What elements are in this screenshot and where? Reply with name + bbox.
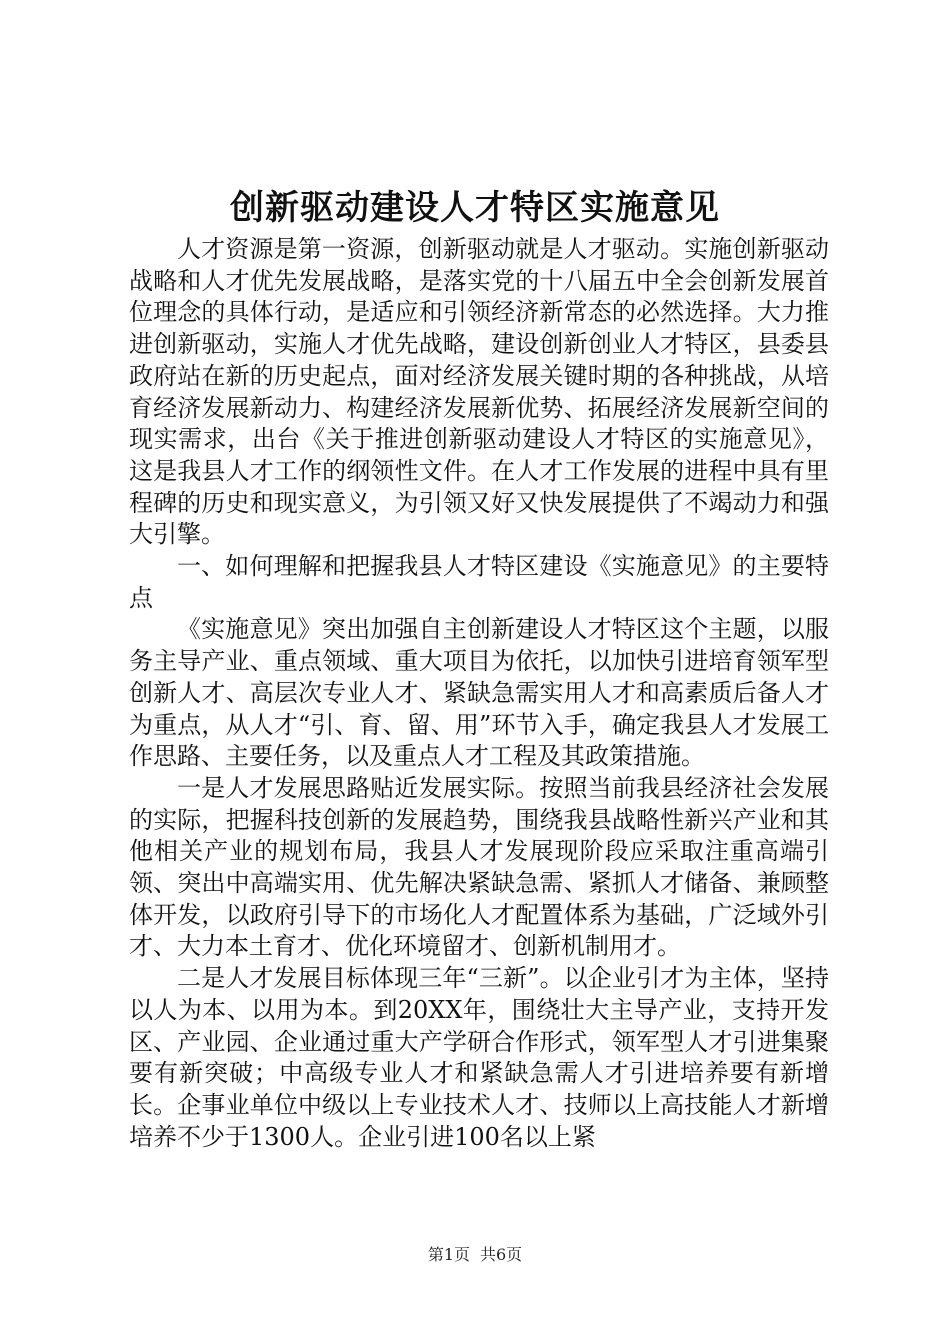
document-title: 创新驱动建设人才特区实施意见 xyxy=(230,188,720,228)
page-total: 共6页 xyxy=(480,1245,523,1264)
page-footer xyxy=(0,1244,950,1266)
page-number: 第1页 xyxy=(427,1245,470,1264)
paragraph-intro: 人才资源是第一资源，创新驱动就是人才驱动。实施创新驱动战略和人才优先发展战略，是落实党的十八届五中全会创新发展首位理念的具体行动，是适应和引领经济新常态的必然选择。大力推进创新驱动，实施人才优先战略，建设创新创业人才特区，县委县政府站在新的历史起点，面对经济发展关键时期的各种挑战，从培育经济发展新动力、构建经济发展新优势、拓展经济发展新空间的现实需求，出台《关于推进创新驱动建设人才特区的实施意见》，这是我县人才工作的纲领性文件。在人才工作发展的进程中具有里程碑的历史和现实意义，为引领又好又快发展提供了不竭动力和强大引擎。 xyxy=(129,235,829,549)
paragraph-key-features: 《实施意见》突出加强自主创新建设人才特区这个主题，以服务主导产业、重点领域、重大项目为依托，以加快引进培育领军型创新人才、高层次专业人才、紧缺急需实用人才和高素质后备人才为重点，从人才“引、育、留、用”环节入手，确定我县人才发展工作思路、主要任务，以及重点人才工程及其政策措施。 xyxy=(129,615,829,771)
paragraph-point-2: 二是人才发展目标体现三年“三新”。以企业引才为主体，坚持以人为本、以用为本。到20XX年，围绕壮大主导产业，支持开发区、产业园、企业通过重大产学研合作形式，领军型人才引进集聚要有新突破；中高级专业人才和紧缺急需人才引进培养要有新增长。企事业单位中级以上专业技术人才、技师以上高技能人才新增培养不少于1300人。企业引进100名以上紧 xyxy=(129,964,829,1151)
document-body xyxy=(129,234,829,1153)
paragraph-point-1: 一是人才发展思路贴近发展实际。按照当前我县经济社会发展的实际，把握科技创新的发展趋势，围绕我县战略性新兴产业和其他相关产业的规划布局，我县人才发展现阶段应采取注重高端引领、突出中高端实用、优先解决紧缺急需、紧抓人才储备、兼顾整体开发，以政府引导下的市场化人才配置体系为基础，广泛域外引才、大力本土育才、优化环境留才、创新机制用才。 xyxy=(129,773,829,961)
section-heading-1: 一、如何理解和把握我县人才特区建设《实施意见》的主要特点 xyxy=(129,552,829,612)
